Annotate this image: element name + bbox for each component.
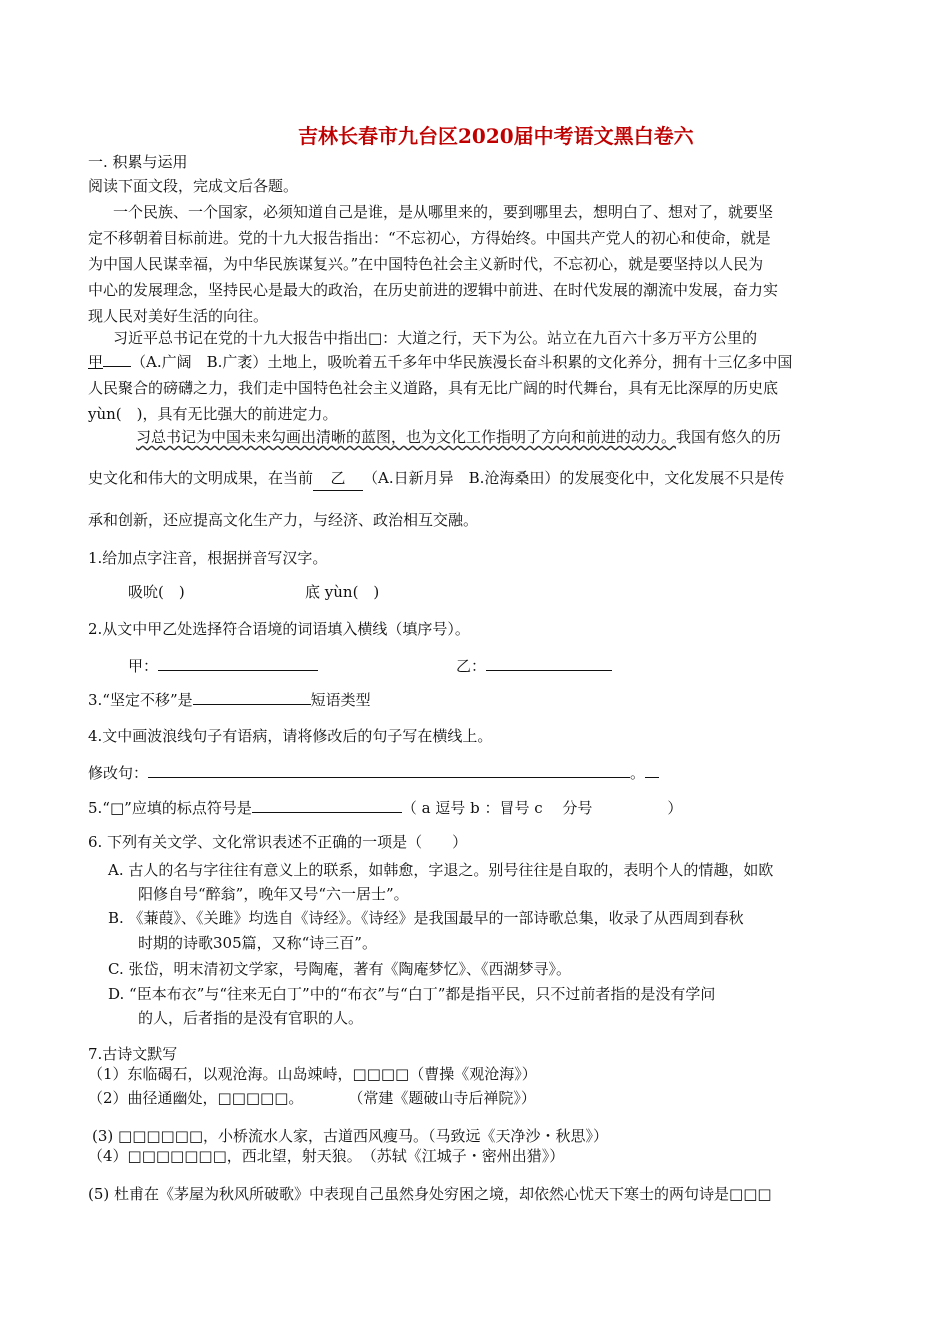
- revised-label: 修改句：: [88, 764, 149, 782]
- question-4-stem: 4.文中画波浪线句子有语病，请将修改后的句子写在横线上。: [88, 727, 493, 745]
- passage-text: 史文化和伟大的文明成果，在当前: [88, 469, 314, 487]
- passage-line: 习近平总书记在党的十九大报告中指出□：大道之行，天下为公。站立在九百六十多万平方公里的: [113, 329, 758, 347]
- passage-line: 定不移朝着目标前进。党的十九大报告指出：“不忘初心，方得始终。中国共产党人的初心和使命，就是: [88, 229, 771, 247]
- jia-label: 甲：: [128, 657, 159, 675]
- blank-line: [103, 350, 131, 367]
- instruction: 阅读下面文段，完成文后各题。: [88, 177, 299, 195]
- question-3: [88, 688, 371, 712]
- poem-item-1: （1）东临碣石，以观沧海。山岛竦峙，□□□□（曹操《观沧海》）: [88, 1065, 537, 1083]
- question-6-stem: 6. 下列有关文学、文化常识表述不正确的一项是（ ）: [88, 833, 468, 851]
- page-title: 吉林长春市九台区2020届中考语文黑白卷六: [298, 124, 694, 148]
- poem-item-4: （4）□□□□□□□，西北望，射天狼。 （苏轼《江城子・密州出猎》）: [88, 1147, 565, 1165]
- wavy-sentence: 习总书记为中国未来勾画出清晰的蓝图，也为文化工作指明了方向和前进的动力。: [136, 428, 677, 446]
- question-2-jia: [128, 654, 318, 678]
- answer-blank-jia[interactable]: [158, 654, 318, 671]
- answer-blank-yi[interactable]: [486, 654, 612, 671]
- question-3-text: 3.“坚定不移”是: [88, 691, 193, 709]
- option-d: D. “臣本布衣”与“往来无白丁”中的“布衣”与“白丁”都是指平民，只不过前者指的是没有学问: [108, 985, 716, 1003]
- poem-item-3: (3) □□□□□□，小桥流水人家，古道西风瘦马。（马致远《天净沙・秋思》）: [92, 1127, 609, 1145]
- question-5-options: （ a 逗号 b ：冒号 c 分号 ）: [401, 799, 683, 817]
- answer-blank-q3[interactable]: [193, 688, 311, 705]
- option-a: A. 古人的名与字往往有意义上的联系，如韩愈，字退之。别号往往是自取的，表明个人的情趣，如欧: [108, 861, 774, 879]
- question-5-text: 5.“□”应填的标点符号是: [88, 799, 252, 817]
- passage-line: [136, 425, 781, 449]
- passage-line: 中心的发展理念，坚持民心是最大的政治，在历史前进的逻辑中前进、在时代发展的潮流中发展，奋力实: [88, 281, 779, 299]
- option-c: C. 张岱，明末清初文学家，号陶庵，著有《陶庵梦忆》、《西湖梦寻》。: [108, 960, 571, 978]
- question-7-stem: 7.古诗文默写: [88, 1045, 178, 1063]
- passage-line: yùn( )，具有无比强大的前进定力。: [88, 405, 338, 423]
- passage-text: （A.日新月异 B.沧海桑田）的发展变化中，文化发展不只是传: [363, 469, 785, 487]
- poem-item-5: (5) 杜甫在《茅屋为秋风所破歌》中表现自己虽然身处穷困之境，却依然心忧天下寒士的两句诗是□□□: [88, 1185, 772, 1203]
- passage-line: 人民聚合的磅礴之力，我们走中国特色社会主义道路，具有无比广阔的时代舞台，具有无比深厚的历史底: [88, 379, 779, 397]
- answer-blank-q4[interactable]: [148, 761, 630, 778]
- passage-line: 现人民对美好生活的向往。: [88, 307, 269, 325]
- option-b: B. 《蒹葭》、《关雎》均选自《诗经》。《诗经》是我国最早的一部诗歌总集，收录了从西周到春秋: [108, 909, 744, 927]
- question-1-item-a: 吸吮( ): [128, 583, 185, 601]
- period: 。: [630, 764, 646, 782]
- blank-jia: 甲: [88, 353, 104, 371]
- option-d-cont: 的人，后者指的是没有官职的人。: [138, 1009, 364, 1027]
- answer-blank-q5[interactable]: [252, 796, 402, 813]
- question-1-stem: 1.给加点字注音，根据拼音写汉字。: [88, 549, 328, 567]
- poem-item-2: （2）曲径通幽处，□□□□□。 （常建《题破山寺后禅院》）: [88, 1089, 536, 1107]
- question-4-answer: [88, 761, 659, 785]
- question-5: [88, 796, 682, 820]
- blank-tail: [645, 761, 659, 778]
- question-1-item-b: 底 yùn( ): [305, 583, 380, 601]
- question-3-text-end: 短语类型: [310, 691, 371, 709]
- section-heading: 一. 积累与运用: [88, 153, 188, 171]
- option-a-cont: 阳修自号“醉翁”，晚年又号“六一居士”。: [138, 885, 409, 903]
- yi-label: 乙：: [456, 657, 487, 675]
- passage-line: 一个民族、一个国家，必须知道自己是谁，是从哪里来的，要到哪里去，想明白了、想对了，就要坚: [113, 203, 774, 221]
- passage-line: [88, 466, 784, 491]
- question-2-yi: [456, 654, 612, 678]
- passage-line: 承和创新，还应提高文化生产力，与经济、政治相互交融。: [88, 511, 479, 529]
- passage-line: 为中国人民谋幸福，为中华民族谋复兴。”在中国特色社会主义新时代，不忘初心，就是要坚持以人民为: [88, 255, 764, 273]
- passage-text: 我国有悠久的历: [676, 428, 782, 446]
- option-b-cont: 时期的诗歌305篇，又称“诗三百”。: [138, 934, 377, 952]
- blank-yi-label: 乙: [330, 469, 346, 487]
- blank-yi: [313, 466, 363, 491]
- passage-text: （A.广阔 B.广袤）土地上，吸吮着五千多年中华民族漫长奋斗积累的文化养分，拥有十三亿多中国: [131, 353, 793, 371]
- passage-line: [88, 350, 792, 374]
- question-2-stem: 2.从文中甲乙处选择符合语境的词语填入横线（填序号）。: [88, 620, 470, 638]
